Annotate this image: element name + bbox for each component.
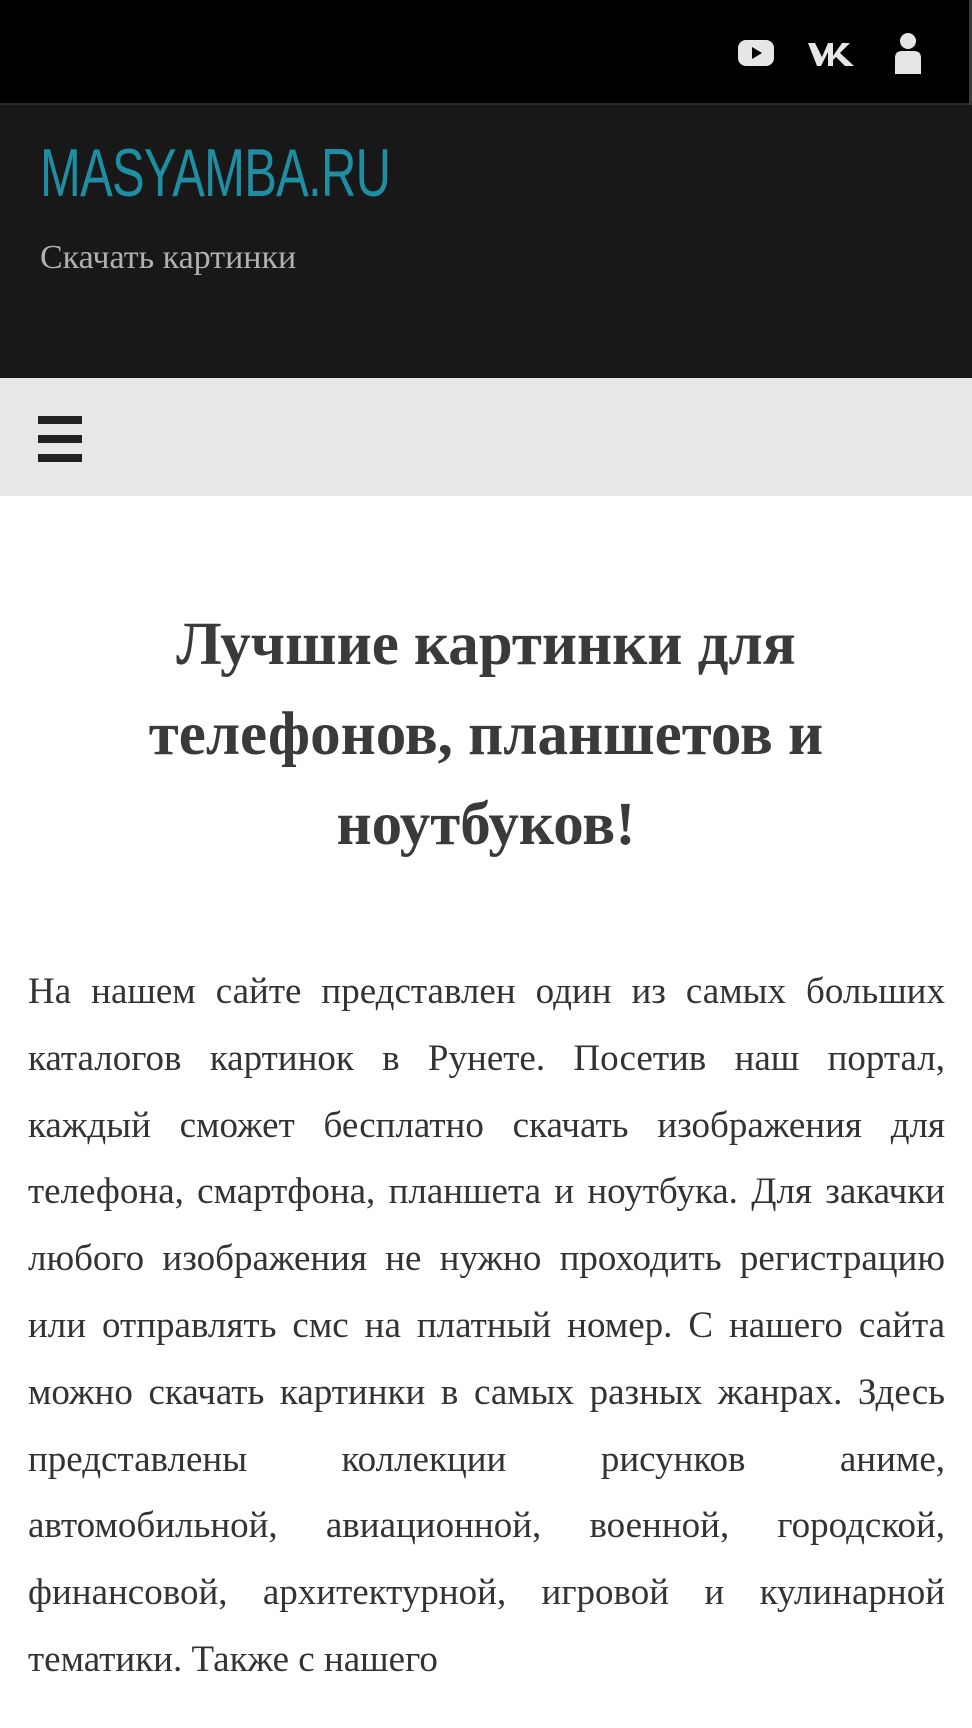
page-title: Лучшие картинки для телефонов, планшетов и ноутбуков! [148,611,824,858]
navigation-bar [0,378,972,496]
site-description: Скачать картинки [40,239,297,276]
intro-paragraph: На нашем сайте представлен один из самых больших каталогов картинок в Рунете. Посетив наш портал, каждый сможет бесплатно скачать изображения для телефона, смартфона, планшета и ноутбука. Для закачки любого изображения не нужно проходить регистрацию или отправлять смс на платный номер. С нашего сайта можно скачать картинки в самых разных жанрах. Здесь представлены коллекции рисунков аниме, автомобильной, авиационной, военной, городской, финансовой, архитектурной, игровой и кулинарной тематики. Также с нашего [28,971,945,1680]
site-title-link[interactable]: MASYAMBA.RU [40,135,391,211]
top-bar [0,0,972,105]
hamburger-icon[interactable] [38,416,82,462]
vk-icon[interactable] [804,0,858,105]
user-icon[interactable] [888,0,928,105]
youtube-icon[interactable] [734,0,778,105]
site-header [0,105,972,378]
